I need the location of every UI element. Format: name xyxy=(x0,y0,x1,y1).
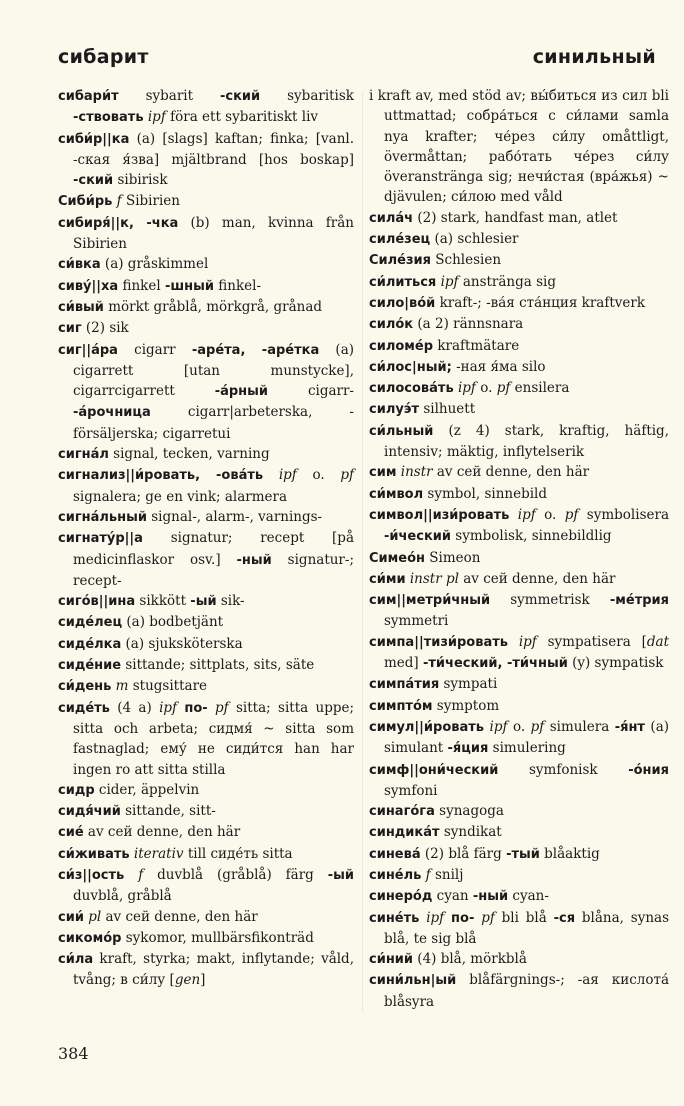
entry-grammar-label: pf xyxy=(564,506,579,523)
dictionary-entry xyxy=(369,378,669,399)
entry-headword: сим||метри́чный xyxy=(369,593,491,609)
entry-text: silhuett xyxy=(419,401,476,418)
entry-grammar-label: pf xyxy=(340,467,355,484)
entry-text: syndikat xyxy=(439,824,502,841)
page-number: 384 xyxy=(58,1044,89,1063)
dictionary-entry xyxy=(369,462,669,483)
dictionary-entry xyxy=(369,484,669,505)
entry-text: signal, tecken, varning xyxy=(108,446,270,463)
dictionary-entry xyxy=(58,822,354,843)
dictionary-entry xyxy=(369,908,669,950)
entry-text: cider, äppelvin xyxy=(94,781,200,798)
entry-text xyxy=(508,634,519,650)
entry-headword: си́литься xyxy=(369,274,437,290)
entry-text: (4 a) xyxy=(109,699,160,716)
dictionary-entry xyxy=(58,655,354,676)
dictionary-entry xyxy=(369,696,669,717)
entry-grammar-label: gen xyxy=(174,972,201,989)
entry-text: sik- xyxy=(216,593,245,610)
entry-text: av сей denne, den här xyxy=(432,464,590,481)
entry-headword: Сиби́рь xyxy=(58,194,113,210)
dictionary-entry xyxy=(58,698,354,780)
entry-text: anstränga sig xyxy=(458,273,556,290)
entry-text: Sibirien xyxy=(121,193,180,210)
dictionary-entry xyxy=(58,318,354,339)
entry-headword: -а́рочница xyxy=(73,405,151,421)
entry-text xyxy=(444,910,451,926)
entry-text: signalera; ge en vink; alarmera xyxy=(73,488,287,505)
dictionary-entry xyxy=(369,357,669,378)
entry-text: mörkt gråblå, mörkgrå, grånad xyxy=(103,298,323,315)
entry-text: (2) stark, handfast man, atlet xyxy=(413,209,618,226)
entry-text: (2) blå färg xyxy=(420,845,507,862)
entry-headword: си́лос|ный; xyxy=(369,359,452,375)
dictionary-entry xyxy=(58,801,354,822)
entry-headword: -ме́трия xyxy=(609,593,669,609)
dictionary-entry xyxy=(369,717,669,760)
entry-text: blåaktig xyxy=(539,845,600,862)
entry-text: sykomor, mullbärsfikonträd xyxy=(121,929,314,946)
entry-headword: сиде́лец xyxy=(58,615,123,631)
entry-headword: сила́ч xyxy=(369,210,414,226)
entry-headword: силе́зец xyxy=(369,232,431,248)
right-column xyxy=(369,86,669,1012)
entry-text: kraft-; -ва́я ста́нция kraftverk xyxy=(435,294,646,311)
entry-headword: синеро́д xyxy=(369,889,433,905)
entry-headword: сидя́чий xyxy=(58,804,121,820)
dictionary-entry xyxy=(369,886,669,907)
entry-headword: -ся xyxy=(553,910,576,926)
entry-headword: -о́ния xyxy=(628,762,669,778)
entry-text: i kraft av, med stöd av; вы́биться из сил bli uttmattad; собра́ться с си́лами samla nya krafter; че́рез си́лу omåttligt, övermåttan; рабо́тать че́рез си́лу överanstränga sig; нечи́стая (вра́жья) ~ djävulen; си́лою med våld xyxy=(369,88,669,206)
entry-text: cyan- xyxy=(508,888,549,905)
entry-text: signatur; recept [på medicinflaskor osv.] xyxy=(73,530,354,568)
entry-headword: сибиря́||к, -чка xyxy=(58,215,179,231)
entry-headword: сиго́в||ина xyxy=(58,594,136,610)
entry-text xyxy=(509,507,517,523)
entry-headword: си́вый xyxy=(58,299,104,315)
entry-text: (a) cigarrett [utan munstycke], cigarrcigarrett xyxy=(73,341,355,400)
entry-headword: си́з||ость xyxy=(58,867,125,883)
dictionary-entry xyxy=(369,569,669,590)
entry-text: finkel- xyxy=(214,277,262,294)
dictionary-entry xyxy=(58,780,354,801)
entry-text: symptom xyxy=(432,697,500,714)
entry-headword: -шный xyxy=(164,278,215,294)
entry-headword: Силе́зия xyxy=(369,253,431,269)
entry-text: cyan xyxy=(432,888,473,905)
entry-headword: -ый xyxy=(190,594,217,610)
entry-headword: си́ми xyxy=(369,571,406,587)
dictionary-entry xyxy=(369,250,669,271)
entry-text: (4) blå, mörkblå xyxy=(413,951,527,968)
entry-text: ensilera xyxy=(510,380,570,397)
entry-text: (a) [slags] kaftan; finka; [vanl. -ская я́зва] mjältbrand [hos boskap] xyxy=(73,130,354,168)
entry-headword: си́ний xyxy=(369,952,414,968)
entry-headword: символ||изи́ровать xyxy=(369,507,510,523)
left-column xyxy=(58,86,354,991)
entry-headword: сиде́лка xyxy=(58,636,122,652)
dictionary-entry xyxy=(58,528,354,591)
entry-text: (a 2) rännsnara xyxy=(413,316,524,333)
entry-headword: -а́рный xyxy=(214,384,269,400)
entry-headword: -ный xyxy=(472,889,509,905)
entry-headword: си́живать xyxy=(58,846,130,862)
entry-text: av сей denne, den här xyxy=(83,824,241,841)
entry-text xyxy=(208,700,215,716)
entry-headword: -ский xyxy=(220,89,261,104)
dictionary-entry xyxy=(58,297,354,318)
entry-headword: симпа́тия xyxy=(369,677,440,693)
dictionary-entry xyxy=(58,465,354,507)
entry-headword: сило́к xyxy=(369,317,414,333)
entry-headword: Симео́н xyxy=(369,550,426,566)
dictionary-entry xyxy=(369,421,669,463)
dictionary-entry xyxy=(58,634,354,655)
entry-grammar-label: pl xyxy=(88,908,102,925)
dictionary-entry xyxy=(369,293,669,314)
entry-headword: -ный xyxy=(236,552,272,568)
dictionary-entry xyxy=(58,276,354,297)
entry-text: sympati xyxy=(439,676,498,693)
entry-grammar-label: ipf xyxy=(440,273,459,290)
dictionary-entry xyxy=(58,928,354,949)
entry-headword: по- xyxy=(451,910,475,926)
dictionary-entry xyxy=(369,336,669,357)
entry-text: sittande; sittplats, sits, säte xyxy=(121,657,315,674)
entry-text: (b) man, kvinna från Sibirien xyxy=(73,214,354,253)
entry-headword: силосова́ть xyxy=(369,381,454,397)
entry-text: symfoni xyxy=(384,782,438,799)
dictionary-entry xyxy=(369,314,669,335)
dictionary-entry xyxy=(58,865,354,907)
dictionary-entry xyxy=(58,507,354,528)
dictionary-entry xyxy=(58,340,354,444)
entry-grammar-label: f xyxy=(138,866,144,883)
entry-grammar-label: f xyxy=(425,866,431,883)
entry-headword: сикомо́р xyxy=(58,930,122,946)
entry-headword: сини́льн|ый xyxy=(369,973,457,989)
entry-text: av сей denne, den här xyxy=(101,908,258,925)
dictionary-entry xyxy=(369,949,669,970)
entry-grammar-label: ipf xyxy=(278,467,297,484)
dictionary-entry xyxy=(369,970,669,1012)
entry-headword: синдика́т xyxy=(369,825,440,841)
entry-text: föra ett sybaritiskt liv xyxy=(165,109,319,126)
entry-text: sybarit xyxy=(118,88,220,104)
entry-text: sittande, sitt- xyxy=(120,803,216,820)
entry-headword: -ский xyxy=(73,173,114,189)
entry-text: (a) schlesier xyxy=(430,231,519,248)
entry-text: o. xyxy=(296,467,341,484)
entry-grammar-label: pf xyxy=(481,909,495,926)
entry-headword: силоме́р xyxy=(369,338,434,354)
entry-grammar-label: dat xyxy=(646,633,669,650)
entry-grammar-label: m xyxy=(115,678,129,695)
entry-headword: симпто́м xyxy=(369,698,433,714)
entry-headword: сило|во́й xyxy=(369,295,436,311)
entry-headword: сигна́л xyxy=(58,447,109,463)
entry-headword: си́день xyxy=(58,679,112,695)
dictionary-entry xyxy=(58,591,354,612)
entry-headword: синева́ xyxy=(369,846,421,862)
entry-headword: по- xyxy=(184,700,208,716)
entry-headword: -ый xyxy=(327,867,354,883)
entry-headword: сиву́||ха xyxy=(58,278,119,294)
entry-headword: -аре́та, -аре́тка xyxy=(191,342,320,358)
entry-text: (2) sik xyxy=(81,320,129,337)
entry-text: cigarr- xyxy=(268,383,354,400)
entry-text: simulering xyxy=(488,740,566,757)
entry-headword: сине́ль xyxy=(369,867,422,883)
entry-headword: си́вка xyxy=(58,257,101,273)
entry-headword: сиде́ние xyxy=(58,658,122,674)
dictionary-entry xyxy=(369,844,669,865)
dictionary-entry xyxy=(58,844,354,865)
right-guideword: синильный xyxy=(532,46,656,68)
dictionary-entry xyxy=(58,676,354,697)
entry-headword: сие́ xyxy=(58,825,84,841)
entry-headword: -я́ция xyxy=(447,741,489,757)
entry-headword: силуэ́т xyxy=(369,402,420,418)
entry-text: Simeon xyxy=(425,549,481,566)
entry-text: bli blå xyxy=(494,909,554,926)
entry-text: stugsittare xyxy=(128,678,208,695)
dictionary-entry xyxy=(369,674,669,695)
entry-grammar-label: ipf xyxy=(147,109,166,126)
entry-text: kraft, styrka; makt, inflytande; våld, tvång; в си́лу [ xyxy=(73,951,354,989)
entry-text: simulera xyxy=(544,718,615,735)
entry-text: (a) sjuksköterska xyxy=(121,635,243,652)
entry-text: sikkött xyxy=(135,593,191,610)
entry-headword: сиби́р||ка xyxy=(58,131,130,147)
entry-text: (a) gråskimmel xyxy=(100,256,209,273)
entry-headword: сигнализ||и́ровать, -ова́ть xyxy=(58,468,264,484)
entry-grammar-label: pf xyxy=(215,699,229,716)
entry-text: duvblå, gråblå xyxy=(73,888,172,905)
entry-text: synagoga xyxy=(434,803,504,820)
entry-text: o. xyxy=(475,380,497,397)
dictionary-entry xyxy=(369,229,669,250)
entry-text xyxy=(263,467,279,483)
entry-text: cigarr xyxy=(117,341,192,358)
entry-headword: си́ла xyxy=(58,952,94,968)
entry-headword: сиг xyxy=(58,321,82,337)
dictionary-entry xyxy=(58,444,354,465)
entry-grammar-label: instr xyxy=(400,464,433,481)
entry-grammar-label: instr pl xyxy=(409,570,459,587)
entry-headword: -я́нт xyxy=(614,719,645,735)
dictionary-entry xyxy=(369,86,669,208)
entry-text: (a) bodbetjänt xyxy=(122,614,224,631)
entry-text: sitta; sitta uppe; sitta och arbeta; сидмя́ ~ sitta som fastnaglad; ему́ не сиди́тся han har ingen ro att sitta stilla xyxy=(73,699,355,778)
dictionary-entry xyxy=(369,632,669,675)
dictionary-entry xyxy=(58,213,354,255)
entry-headword: си́мвол xyxy=(369,486,424,502)
entry-text: av сей denne, den här xyxy=(458,570,616,587)
entry-headword: -и́ческий xyxy=(384,529,451,545)
entry-headword: сигнату́р||а xyxy=(58,531,143,547)
entry-grammar-label: pf xyxy=(496,380,511,397)
entry-text: duvblå (gråblå) färg xyxy=(143,866,328,883)
dictionary-entry xyxy=(58,129,354,192)
entry-headword: сиде́ть xyxy=(58,700,110,716)
dictionary-entry xyxy=(58,86,354,129)
entry-text: sybaritisk xyxy=(260,88,354,104)
entry-headword: си́льный xyxy=(369,423,434,439)
entry-headword: симф||они́ческий xyxy=(369,762,499,778)
entry-text: sympatisera [ xyxy=(536,633,647,650)
entry-text: signal-, alarm-, varnings- xyxy=(146,508,323,525)
entry-grammar-label: ipf xyxy=(426,909,445,926)
dictionary-entry xyxy=(369,590,669,632)
entry-text: ] xyxy=(200,972,206,989)
column-gutter xyxy=(362,92,363,1012)
dictionary-entry xyxy=(369,505,669,548)
entry-text: snilj xyxy=(430,866,464,883)
entry-headword: сине́ть xyxy=(369,910,420,926)
entry-text: (z 4) stark, kraftig, häftig, intensiv; mäktig, inflytelserik xyxy=(384,422,669,461)
entry-text: till сиде́ть sitta xyxy=(183,845,293,862)
entry-text: cigarr|arbeterska, -försäljerska; cigarretui xyxy=(73,404,354,442)
entry-text: med] xyxy=(384,655,423,672)
entry-text: symfonisk xyxy=(498,761,629,778)
entry-headword: -тый xyxy=(506,846,540,862)
entry-headword: сибари́т xyxy=(58,89,119,104)
entry-grammar-label: pf xyxy=(530,718,545,735)
entry-grammar-label: ipf xyxy=(518,633,537,650)
entry-text: symmetrisk xyxy=(490,592,610,609)
entry-text: symbolisk, sinnebildlig xyxy=(451,528,612,545)
dictionary-entry xyxy=(369,822,669,843)
dictionary-entry xyxy=(369,548,669,569)
dictionary-entry xyxy=(369,760,669,802)
entry-grammar-label: iterativ xyxy=(133,845,184,862)
entry-text: blåfärgnings-; -ая кислота́ blåsyra xyxy=(384,972,669,1010)
dictionary-entry xyxy=(369,272,669,293)
entry-headword: -ти́ческий, -ти́чный xyxy=(423,656,568,672)
dictionary-entry xyxy=(369,208,669,229)
entry-headword: синаго́га xyxy=(369,804,435,820)
entry-text: symbol, sinnebild xyxy=(423,485,547,502)
entry-text: signatur-; recept- xyxy=(73,551,355,589)
entry-grammar-label: ipf xyxy=(159,699,178,716)
entry-text: kraftmätare xyxy=(433,337,520,354)
entry-text: (y) sympatisk xyxy=(567,655,664,672)
entry-headword: сиг||а́ра xyxy=(58,342,118,358)
entry-headword: симул||и́ровать xyxy=(369,719,485,735)
dictionary-entry xyxy=(369,801,669,822)
dictionary-entry xyxy=(58,612,354,633)
entry-text: symmetri xyxy=(384,613,449,630)
entry-grammar-label: ipf xyxy=(457,380,476,397)
entry-headword: симпа||тизи́ровать xyxy=(369,634,508,650)
entry-text xyxy=(124,867,138,883)
dictionary-entry xyxy=(369,865,669,886)
entry-text: symbolisera xyxy=(578,506,669,523)
entry-headword: -ствовать xyxy=(73,110,144,126)
entry-headword: сим xyxy=(369,465,397,481)
entry-text: blåna, synas blå, te sig blå xyxy=(384,909,670,947)
dictionary-entry xyxy=(58,191,354,212)
entry-grammar-label: ipf xyxy=(489,718,508,735)
entry-text: -ная я́ма silo xyxy=(451,358,546,375)
dictionary-entry xyxy=(369,399,669,420)
entry-headword: сигна́льный xyxy=(58,509,147,525)
left-guideword: сибарит xyxy=(58,46,149,68)
entry-text: (a) simulant xyxy=(384,718,670,757)
entry-text: finkel xyxy=(118,277,165,294)
entry-text: o. xyxy=(535,506,565,523)
entry-grammar-label: ipf xyxy=(517,506,536,523)
entry-text: sibirisk xyxy=(113,172,168,189)
dictionary-entry xyxy=(58,254,354,275)
entry-text: Schlesien xyxy=(431,252,502,269)
entry-text: o. xyxy=(507,718,531,735)
entry-headword: сии́ xyxy=(58,909,84,925)
entry-grammar-label: f xyxy=(116,193,122,210)
dictionary-entry xyxy=(58,907,354,928)
dictionary-entry xyxy=(58,949,354,991)
entry-headword: сидр xyxy=(58,782,95,798)
